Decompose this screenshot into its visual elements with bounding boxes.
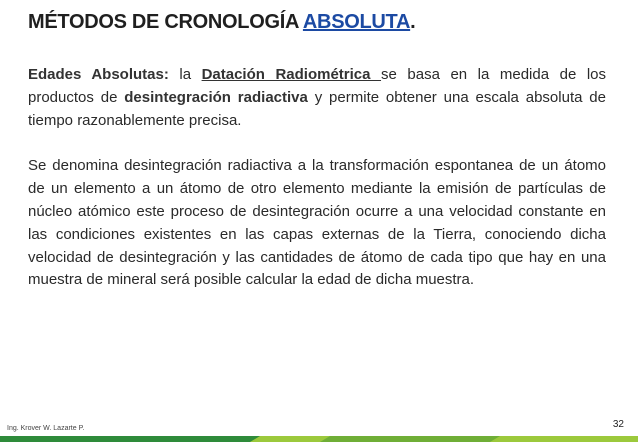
p1-text-2: se basa en la medida de los productos de	[28, 66, 606, 106]
slide-body	[28, 64, 606, 292]
page-number: 32	[612, 419, 624, 430]
term-datacion-radiometrica: Datación Radiométrica	[201, 66, 382, 83]
title-period: .	[410, 11, 416, 33]
label-edades-absolutas: Edades Absolutas:	[28, 66, 169, 83]
paragraph-edades-absolutas	[28, 64, 606, 132]
author-footer: Ing. Krover W. Lazarte P.	[7, 425, 85, 432]
decorative-bottom-bar	[0, 436, 638, 442]
p1-text-3: y permite obtener una escala absoluta de tiempo razonablemente precisa.	[28, 88, 606, 129]
paragraph-desintegracion: Se denomina desintegración radiactiva a la transformación espontanea de un átomo de un elemento a un átomo de otro elemento mediante la emisión de partículas de núcleo atómico este proceso de desintegración ocurre a una velocidad constante en las condiciones existentes en las capas externas de la Tierra, conociendo dicha velocidad de desintegración y las cantidades de átomo de cada tipo que hay en una muestra de mineral será posible calcular la edad de dicha muestra.	[28, 157, 606, 289]
slide-title	[28, 11, 415, 34]
title-link-absoluta[interactable]: ABSOLUTA	[302, 11, 411, 33]
term-desintegracion-radiactiva: desintegración radiactiva	[124, 88, 308, 106]
bar-mid-segment	[320, 436, 500, 442]
title-main: MÉTODOS DE CRONOLOGÍA	[28, 11, 303, 33]
p1-text-1: la	[168, 66, 202, 83]
